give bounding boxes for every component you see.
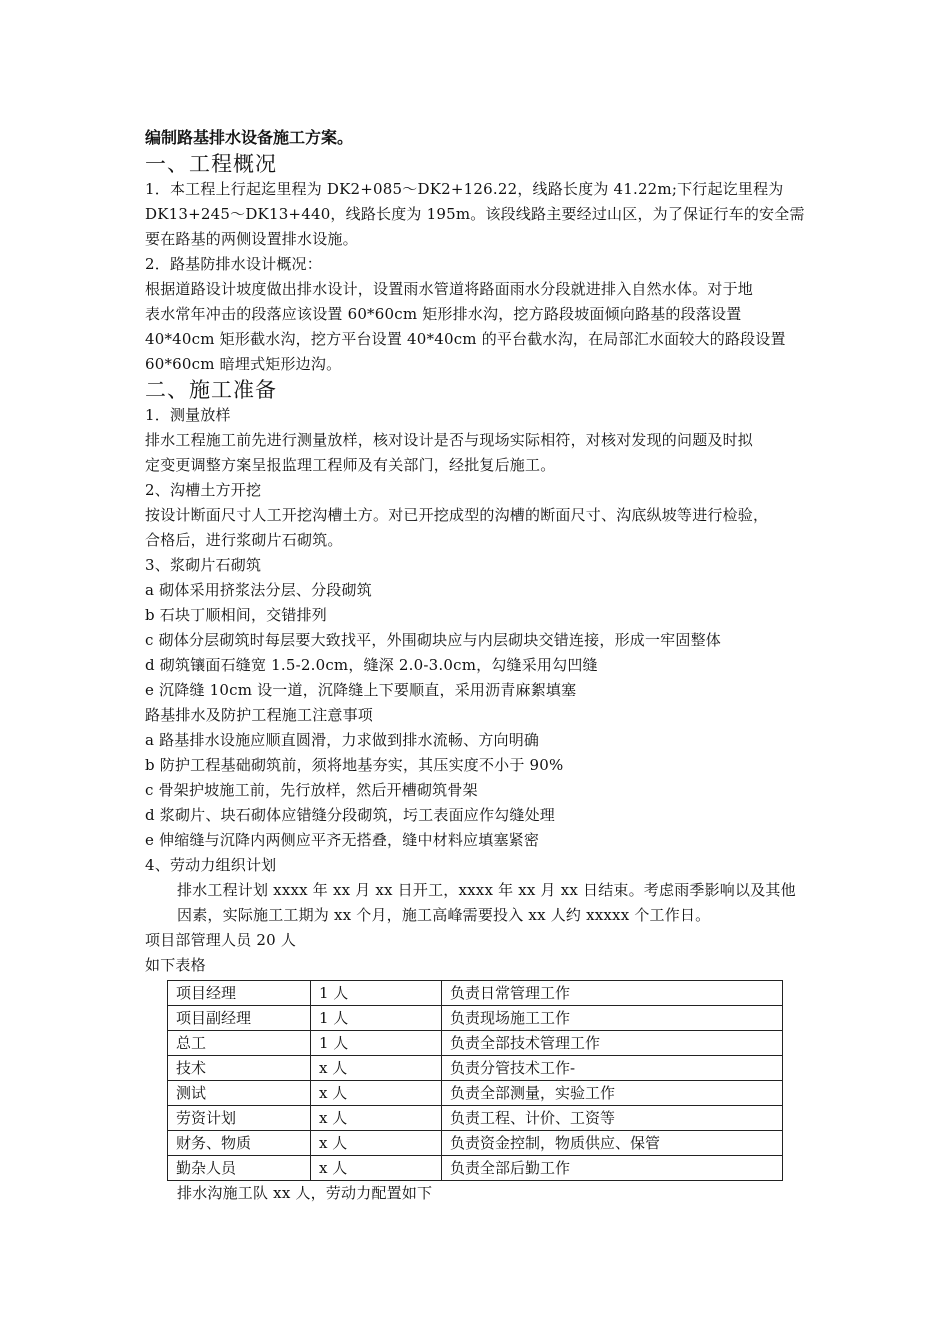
paragraph-line: 表水常年冲击的段落应该设置 60*60cm 矩形排水沟，挖方路段坡面倾向路基的段落设置: [145, 305, 742, 323]
paragraph-line: DK13+245～DK13+440，线路长度为 195m。该段线路主要经过山区，为了保证行车的安全需: [145, 205, 805, 223]
table-row: [168, 981, 783, 1006]
paragraph-line: 如下表格: [145, 956, 206, 974]
table-row: [168, 1131, 783, 1156]
table-cell-count: x 人: [311, 1081, 442, 1106]
paragraph-line: 2．路基防排水设计概况：: [145, 255, 322, 273]
staff-table: [167, 980, 783, 1181]
table-cell-duty: 负责工程、计价、工资等: [442, 1106, 783, 1131]
paragraph-line-indented: 因素，实际施工工期为 xx 个月，施工高峰需要投入 xx 人约 xxxxx 个工作日。: [177, 906, 711, 924]
paragraph-line: 3、浆砌片石砌筑: [145, 556, 262, 574]
paragraph-line: 1．测量放样: [145, 406, 231, 424]
paragraph-line: b 防护工程基础砌筑前，须将地基夯实，其压实度不小于 90%: [145, 756, 564, 774]
table-cell-role: 财务、物质: [168, 1131, 311, 1156]
paragraph-line: 2、沟槽土方开挖: [145, 481, 262, 499]
table-cell-duty: 负责分管技术工作-: [442, 1056, 783, 1081]
table-cell-count: x 人: [311, 1056, 442, 1081]
table-cell-role: 技术: [168, 1056, 311, 1081]
paragraph-line: 1．本工程上行起迄里程为 DK2+085～DK2+126.22，线路长度为 41.22m;下行起讫里程为: [145, 180, 784, 198]
section-heading-overview: 一、工程概况: [145, 152, 277, 176]
table-cell-count: x 人: [311, 1106, 442, 1131]
table-row: [168, 1106, 783, 1131]
table-cell-role: 勤杂人员: [168, 1156, 311, 1181]
paragraph-line: e 沉降缝 10cm 设一道，沉降缝上下要顺直，采用沥青麻絮填塞: [145, 681, 577, 699]
section-heading-preparation: 二、施工准备: [145, 378, 277, 402]
paragraph-line: d 浆砌片、块石砌体应错缝分段砌筑，圬工表面应作勾缝处理: [145, 806, 555, 824]
document-page: [145, 122, 825, 1206]
table-cell-count: 1 人: [311, 981, 442, 1006]
paragraph-line: c 砌体分层砌筑时每层要大致找平，外围砌块应与内层砌块交错连接，形成一牢固整体: [145, 631, 721, 649]
table-cell-duty: 负责日常管理工作: [442, 981, 783, 1006]
table-cell-duty: 负责全部测量，实验工作: [442, 1081, 783, 1106]
document-title: 编制路基排水设备施工方案。: [145, 128, 354, 147]
table-cell-duty: 负责全部技术管理工作: [442, 1031, 783, 1056]
paragraph-line: a 砌体采用挤浆法分层、分段砌筑: [145, 581, 372, 599]
paragraph-line: 合格后，进行浆砌片石砌筑。: [145, 531, 343, 549]
table-cell-count: x 人: [311, 1131, 442, 1156]
table-cell-count: 1 人: [311, 1006, 442, 1031]
paragraph-line: 按设计断面尺寸人工开挖沟槽土方。对已开挖成型的沟槽的断面尺寸、沟底纵坡等进行检验，: [145, 506, 769, 524]
section-preparation-body: [145, 403, 825, 978]
paragraph-line: 要在路基的两侧设置排水设施。: [145, 230, 358, 248]
table-row: [168, 1156, 783, 1181]
table-cell-role: 劳资计划: [168, 1106, 311, 1131]
paragraph-line-indented: 排水工程计划 xxxx 年 xx 月 xx 日开工，xxxx 年 xx 月 xx 日结束。考虑雨季影响以及其他: [177, 881, 796, 899]
paragraph-line: d 砌筑镶面石缝宽 1.5-2.0cm，缝深 2.0-3.0cm，勾缝采用勾凹缝: [145, 656, 598, 674]
table-cell-role: 项目经理: [168, 981, 311, 1006]
table-cell-duty: 负责资金控制，物质供应、保管: [442, 1131, 783, 1156]
paragraph-line: 排水工程施工前先进行测量放样，核对设计是否与现场实际相符，对核对发现的问题及时拟: [145, 431, 754, 449]
paragraph-line: 4、劳动力组织计划: [145, 856, 277, 874]
table-row: [168, 1056, 783, 1081]
table-cell-duty: 负责现场施工工作: [442, 1006, 783, 1031]
paragraph-line: 60*60cm 暗埋式矩形边沟。: [145, 355, 342, 373]
table-cell-count: 1 人: [311, 1031, 442, 1056]
table-cell-role: 项目副经理: [168, 1006, 311, 1031]
paragraph-line: 根据道路设计坡度做出排水设计，设置雨水管道将路面雨水分段就进排入自然水体。对于地: [145, 280, 754, 298]
paragraph-line: 项目部管理人员 20 人: [145, 931, 297, 949]
table-cell-role: 测试: [168, 1081, 311, 1106]
table-row: [168, 1031, 783, 1056]
paragraph-line: 定变更调整方案呈报监理工程师及有关部门，经批复后施工。: [145, 456, 556, 474]
paragraph-line: 路基排水及防护工程施工注意事项: [145, 706, 374, 724]
paragraph-line: c 骨架护坡施工前，先行放样，然后开槽砌筑骨架: [145, 781, 478, 799]
table-row: [168, 1006, 783, 1031]
table-cell-duty: 负责全部后勤工作: [442, 1156, 783, 1181]
table-cell-role: 总工: [168, 1031, 311, 1056]
table-row: [168, 1081, 783, 1106]
table-cell-count: x 人: [311, 1156, 442, 1181]
section-overview-body: [145, 177, 825, 377]
footer-line: 排水沟施工队 xx 人，劳动力配置如下: [177, 1184, 433, 1202]
paragraph-line: e 伸缩缝与沉降内两侧应平齐无搭叠，缝中材料应填塞紧密: [145, 831, 540, 849]
paragraph-line: b 石块丁顺相间，交错排列: [145, 606, 327, 624]
paragraph-line: a 路基排水设施应顺直圆滑，力求做到排水流畅、方向明确: [145, 731, 540, 749]
paragraph-line: 40*40cm 矩形截水沟，挖方平台设置 40*40cm 的平台截水沟，在局部汇水面较大的路段设置: [145, 330, 786, 348]
